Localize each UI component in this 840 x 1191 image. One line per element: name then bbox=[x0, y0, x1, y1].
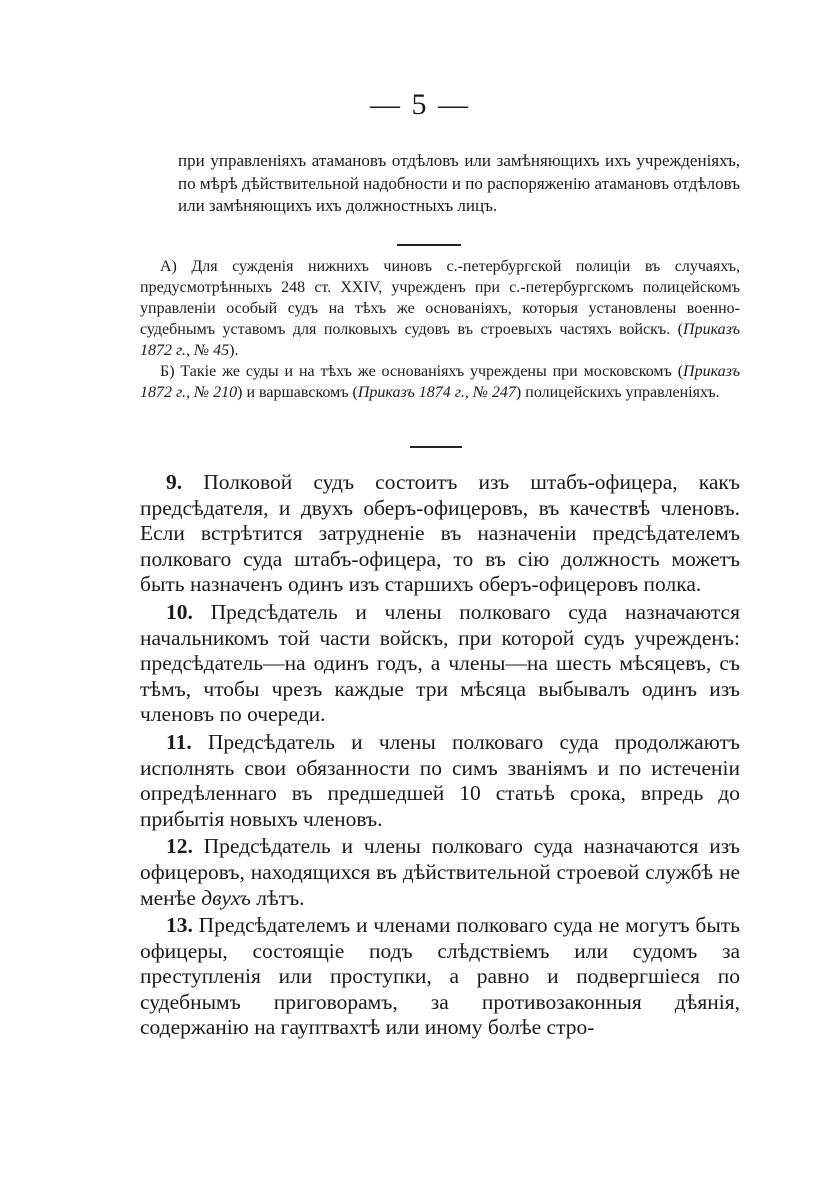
article-number: 13. bbox=[166, 913, 193, 938]
article-13: 13. Предсѣдателемъ и членами полковаго суда не могутъ быть офицеры, состоящіе подъ слѣдствіемъ или судомъ за преступленія или проступки, а равно и подвергшіеся по судебнымъ приговорамъ, за противозаконныя дѣянія, содержанію на гауптвахтѣ или иному болѣе стро- bbox=[140, 913, 740, 1040]
note-a-reference: Приказъ 1872 г., № 45 bbox=[140, 321, 740, 359]
article-number: 11. bbox=[166, 729, 192, 754]
article-11: 11. Предсѣдатель и члены полковаго суда продолжаютъ исполнять свои обязанности по симъ званіямъ и по истеченіи опредѣленнаго въ предшедшей 10 статьѣ срока, впредь до прибытія новыхъ членовъ. bbox=[140, 729, 740, 831]
footnotes bbox=[140, 256, 740, 403]
article-12: 12. Предсѣдатель и члены полковаго суда назначаются изъ офицеровъ, находящихся въ дѣйствительной строевой службѣ не менѣе двухъ лѣтъ. bbox=[140, 834, 740, 910]
articles-body bbox=[140, 470, 740, 1043]
emphasis-word: двухъ bbox=[201, 885, 251, 910]
note-b-reference-1: Приказъ 1872 г., № 210 bbox=[140, 363, 740, 401]
article-number: 10. bbox=[166, 599, 193, 624]
article-number: 9. bbox=[166, 470, 183, 494]
separator-rule-bottom bbox=[410, 446, 462, 448]
article-number: 12. bbox=[166, 834, 193, 859]
article-10: 10. Предсѣдатель и члены полковаго суда назначаются начальникомъ той части войскъ, при которой судъ учрежденъ: предсѣдатель—на одинъ годъ, а члены—на шесть мѣсяцевъ, съ тѣмъ, чтобы чрезъ каждые три мѣсяца выбывалъ одинъ изъ членовъ по очереди. bbox=[140, 599, 740, 727]
note-b: Б) Такіе же суды и на тѣхъ же основаніяхъ учреждены при московскомъ (Приказъ 1872 г., № 210) и варшавскомъ (Приказъ 1874 г., № 247) полицейскихъ управленіяхъ. bbox=[140, 363, 740, 401]
note-b-reference-2: Приказъ 1874 г., № 247 bbox=[357, 384, 516, 401]
article-9: 9. Полковой судъ состоитъ изъ штабъ-офицера, какъ предсѣдателя, и двухъ оберъ-офицеровъ, въ качествѣ членовъ. Если встрѣтится затрудненіе въ назначеніи предсѣдателемъ полковаго суда штабъ-офицера, то въ сію должность можетъ быть назначенъ одинъ изъ старшихъ оберъ-офицеровъ полка. bbox=[140, 470, 740, 597]
note-a: А) Для сужденія нижнихъ чиновъ с.-петербургской полиціи въ случаяхъ, предусмотрѣнныхъ 248 ст. XXIV, учрежденъ при с.-петербургскомъ полицейскомъ управленіи особый судъ на тѣхъ же основаніяхъ, которыя установлены военно-судебнымъ уставомъ для полковыхъ судовъ въ строевыхъ частяхъ войскъ. (Приказъ 1872 г., № 45). bbox=[140, 258, 740, 359]
page-number: — 5 — bbox=[370, 88, 470, 121]
separator-rule-top bbox=[397, 244, 461, 246]
continued-paragraph: при управленіяхъ атамановъ отдѣловъ или замѣняющихъ ихъ учрежденіяхъ, по мѣрѣ дѣйствительной надобности и по распоряженію атамановъ отдѣловъ или замѣняющихъ ихъ должностныхъ лицъ. bbox=[178, 151, 740, 215]
